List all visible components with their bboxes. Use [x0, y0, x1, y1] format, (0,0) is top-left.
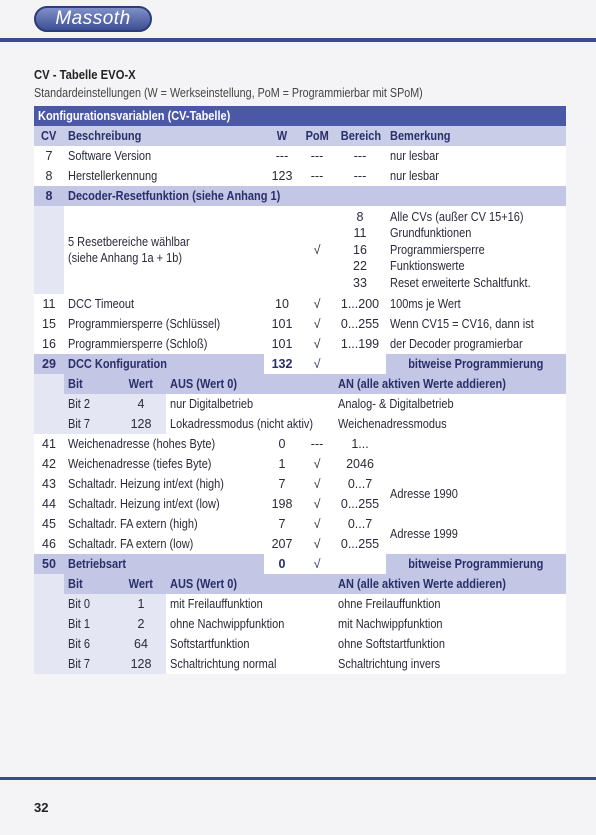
cell-cv: 43 [34, 474, 64, 494]
cell-wert: 2 [116, 614, 166, 634]
cell-note: bitweise Programmierung [408, 357, 544, 371]
cell-w: 10 [264, 294, 300, 314]
reset-note: Reset erweiterte Schaltfunkt. [390, 275, 531, 290]
cell-desc: Schaltadr. FA extern (low) [68, 537, 194, 551]
cell-w: 101 [264, 334, 300, 354]
cell-range: 0...255 [334, 314, 386, 334]
cell-aus: ohne Nachwippfunktion [170, 617, 285, 631]
cv-table [34, 106, 566, 674]
cell-desc: Herstellerkennung [68, 169, 158, 183]
cell-cv: 11 [34, 294, 64, 314]
cell-pom: √ [300, 294, 334, 314]
table-row [34, 554, 566, 574]
cell-desc: Schaltadr. FA extern (high) [68, 517, 198, 531]
cell-w: 7 [264, 514, 300, 534]
reset-note: Grundfunktionen [390, 226, 472, 241]
cell-cv: 29 [34, 354, 64, 374]
table-title: Konfigurationsvariablen (CV-Tabelle) [38, 109, 231, 123]
table-row [34, 614, 566, 634]
address-note: Adresse 1990 [390, 487, 458, 501]
cell-wert: 4 [116, 394, 166, 414]
cell-range: --- [334, 166, 386, 186]
cell-bit: Bit 2 [68, 397, 91, 411]
cell-pom: √ [300, 554, 334, 574]
cell-desc: Betriebsart [68, 557, 127, 571]
cell-w: 207 [264, 534, 300, 554]
cell-note: nur lesbar [390, 169, 439, 183]
massoth-logo: Massoth [34, 6, 152, 32]
cell-w: 7 [264, 474, 300, 494]
an-col: AN (alle aktiven Werte addieren) [338, 377, 506, 391]
cell-cv: 16 [34, 334, 64, 354]
cell-desc: Programmiersperre (Schlüssel) [68, 317, 221, 331]
col-range: Bereich [340, 129, 382, 143]
aus-col: AUS (Wert 0) [170, 577, 238, 591]
col-note: Bemerkung [390, 129, 451, 143]
bit-header-row [34, 374, 566, 394]
cell-cv: 7 [34, 146, 64, 166]
reset-desc-2: (siehe Anhang 1a + 1b) [68, 251, 183, 265]
cell-an: Schaltrichtung invers [338, 657, 441, 671]
cell-cv: 41 [34, 434, 64, 454]
reset-val: 33 [353, 275, 367, 290]
cell-note: der Decoder programierbar [390, 337, 523, 351]
cell-w: --- [264, 146, 300, 166]
cell-bit: Bit 1 [68, 617, 91, 631]
page-title: CV - Tabelle EVO-X [34, 68, 136, 82]
cell-bit: Bit 7 [68, 417, 91, 431]
reset-val: 11 [353, 226, 367, 241]
table-row [34, 186, 566, 206]
table-row [34, 594, 566, 614]
table-row [34, 654, 566, 674]
cell-aus: Softstartfunktion [170, 637, 250, 651]
cell-w: 1 [264, 454, 300, 474]
reset-val: 16 [353, 242, 367, 257]
cell-an: mit Nachwippfunktion [338, 617, 443, 631]
table-row [34, 206, 566, 294]
cell-cv: 45 [34, 514, 64, 534]
reset-note: Alle CVs (außer CV 15+16) [390, 209, 524, 224]
cell-range: 1...200 [334, 294, 386, 314]
cell-pom: √ [300, 206, 334, 294]
cell-bit: Bit 0 [68, 597, 91, 611]
table-row [34, 334, 566, 354]
table-row [34, 514, 566, 534]
cell-pom: √ [300, 474, 334, 494]
cell-pom: √ [300, 514, 334, 534]
reset-note: Programmiersperre [390, 242, 485, 257]
cell-note: 100ms je Wert [390, 297, 461, 311]
aus-col: AUS (Wert 0) [170, 377, 238, 391]
cell-cv: 8 [34, 186, 64, 206]
cell-an: Analog- & Digitalbetrieb [338, 397, 454, 411]
bit-header-row [34, 574, 566, 594]
wert-col: Wert [128, 577, 154, 591]
cell-pom: √ [300, 534, 334, 554]
cell-desc: DCC Timeout [68, 297, 135, 311]
cell-w: 123 [264, 166, 300, 186]
cell-aus: Lokadressmodus (nicht aktiv) [170, 417, 314, 431]
cell-desc: Weichenadresse (hohes Byte) [68, 437, 216, 451]
an-col: AN (alle aktiven Werte addieren) [338, 577, 506, 591]
table-row [34, 354, 566, 374]
cell-pom: --- [300, 166, 334, 186]
col-desc: Beschreibung [68, 129, 142, 143]
cell-wert: 64 [116, 634, 166, 654]
header-rule [0, 38, 596, 42]
reset-val: 8 [356, 209, 364, 224]
table-row [34, 314, 566, 334]
cell-aus: mit Freilauffunktion [170, 597, 263, 611]
reset-desc-1: 5 Resetbereiche wählbar [68, 234, 190, 249]
cell-w: 198 [264, 494, 300, 514]
cell-w: 132 [264, 354, 300, 374]
cell-pom: --- [300, 146, 334, 166]
cell-range: --- [334, 146, 386, 166]
cell-bit: Bit 6 [68, 637, 91, 651]
table-row [34, 394, 566, 414]
cell-an: ohne Freilauffunktion [338, 597, 441, 611]
reset-val: 22 [353, 259, 367, 274]
page-subtitle: Standardeinstellungen (W = Werkseinstellung, PoM = Programmierbar mit SPoM) [34, 86, 423, 100]
table-row [34, 166, 566, 186]
table-row [34, 434, 566, 454]
cell-desc: Programmiersperre (Schloß) [68, 337, 208, 351]
cell-range: 0...255 [334, 494, 386, 514]
bit-col: Bit [68, 577, 83, 591]
cell-an: ohne Softstartfunktion [338, 637, 446, 651]
cell-range: 1...199 [334, 334, 386, 354]
cell-note: nur lesbar [390, 149, 439, 163]
header-bar [0, 0, 596, 44]
table-title-row [34, 106, 566, 126]
cell-range: 2046 [334, 454, 386, 474]
cell-range: 1... [334, 434, 386, 454]
cell-bit: Bit 7 [68, 657, 91, 671]
cell-pom: √ [300, 334, 334, 354]
cell-cv: 50 [34, 554, 64, 574]
cell-desc: Software Version [68, 149, 152, 163]
bit-col: Bit [68, 377, 83, 391]
table-row [34, 474, 566, 494]
cell-desc: Weichenadresse (tiefes Byte) [68, 457, 212, 471]
cell-desc: DCC Konfiguration [68, 357, 167, 371]
cell-cv: 8 [34, 166, 64, 186]
cell-wert: 1 [116, 594, 166, 614]
page-number: 32 [34, 800, 49, 815]
cell-cv: 15 [34, 314, 64, 334]
cell-range: 0...7 [334, 474, 386, 494]
cell-desc: Schaltadr. Heizung int/ext (high) [68, 477, 224, 491]
footer-rule [0, 777, 596, 780]
table-row [34, 414, 566, 434]
cell-wert: 128 [116, 414, 166, 434]
cell-note: bitweise Programmierung [408, 557, 544, 571]
cell-range: 0...7 [334, 514, 386, 534]
table-row [34, 294, 566, 314]
cell-pom: √ [300, 494, 334, 514]
cell-w: 101 [264, 314, 300, 334]
cell-desc: Decoder-Resetfunktion (siehe Anhang 1) [68, 189, 281, 203]
cell-pom: √ [300, 454, 334, 474]
col-cv: CV [41, 129, 57, 143]
col-w: W [276, 129, 288, 143]
table-row [34, 634, 566, 654]
cell-cv: 46 [34, 534, 64, 554]
cell-aus: nur Digitalbetrieb [170, 397, 254, 411]
cell-an: Weichenadressmodus [338, 417, 447, 431]
cell-cv: 42 [34, 454, 64, 474]
reset-note: Funktionswerte [390, 259, 465, 274]
cell-pom: √ [300, 314, 334, 334]
table-row [34, 454, 566, 474]
col-pom: PoM [305, 129, 329, 143]
cell-note: Wenn CV15 = CV16, dann ist [390, 317, 534, 331]
table-row [34, 146, 566, 166]
address-note: Adresse 1999 [390, 527, 458, 541]
cell-range: 0...255 [334, 534, 386, 554]
cell-w: 0 [264, 434, 300, 454]
cell-pom: √ [300, 354, 334, 374]
cell-w: 0 [264, 554, 300, 574]
cell-desc: Schaltadr. Heizung int/ext (low) [68, 497, 220, 511]
cell-cv: 44 [34, 494, 64, 514]
cell-aus: Schaltrichtung normal [170, 657, 277, 671]
column-header-row [34, 126, 566, 146]
cell-pom: --- [300, 434, 334, 454]
wert-col: Wert [128, 377, 154, 391]
cell-wert: 128 [116, 654, 166, 674]
